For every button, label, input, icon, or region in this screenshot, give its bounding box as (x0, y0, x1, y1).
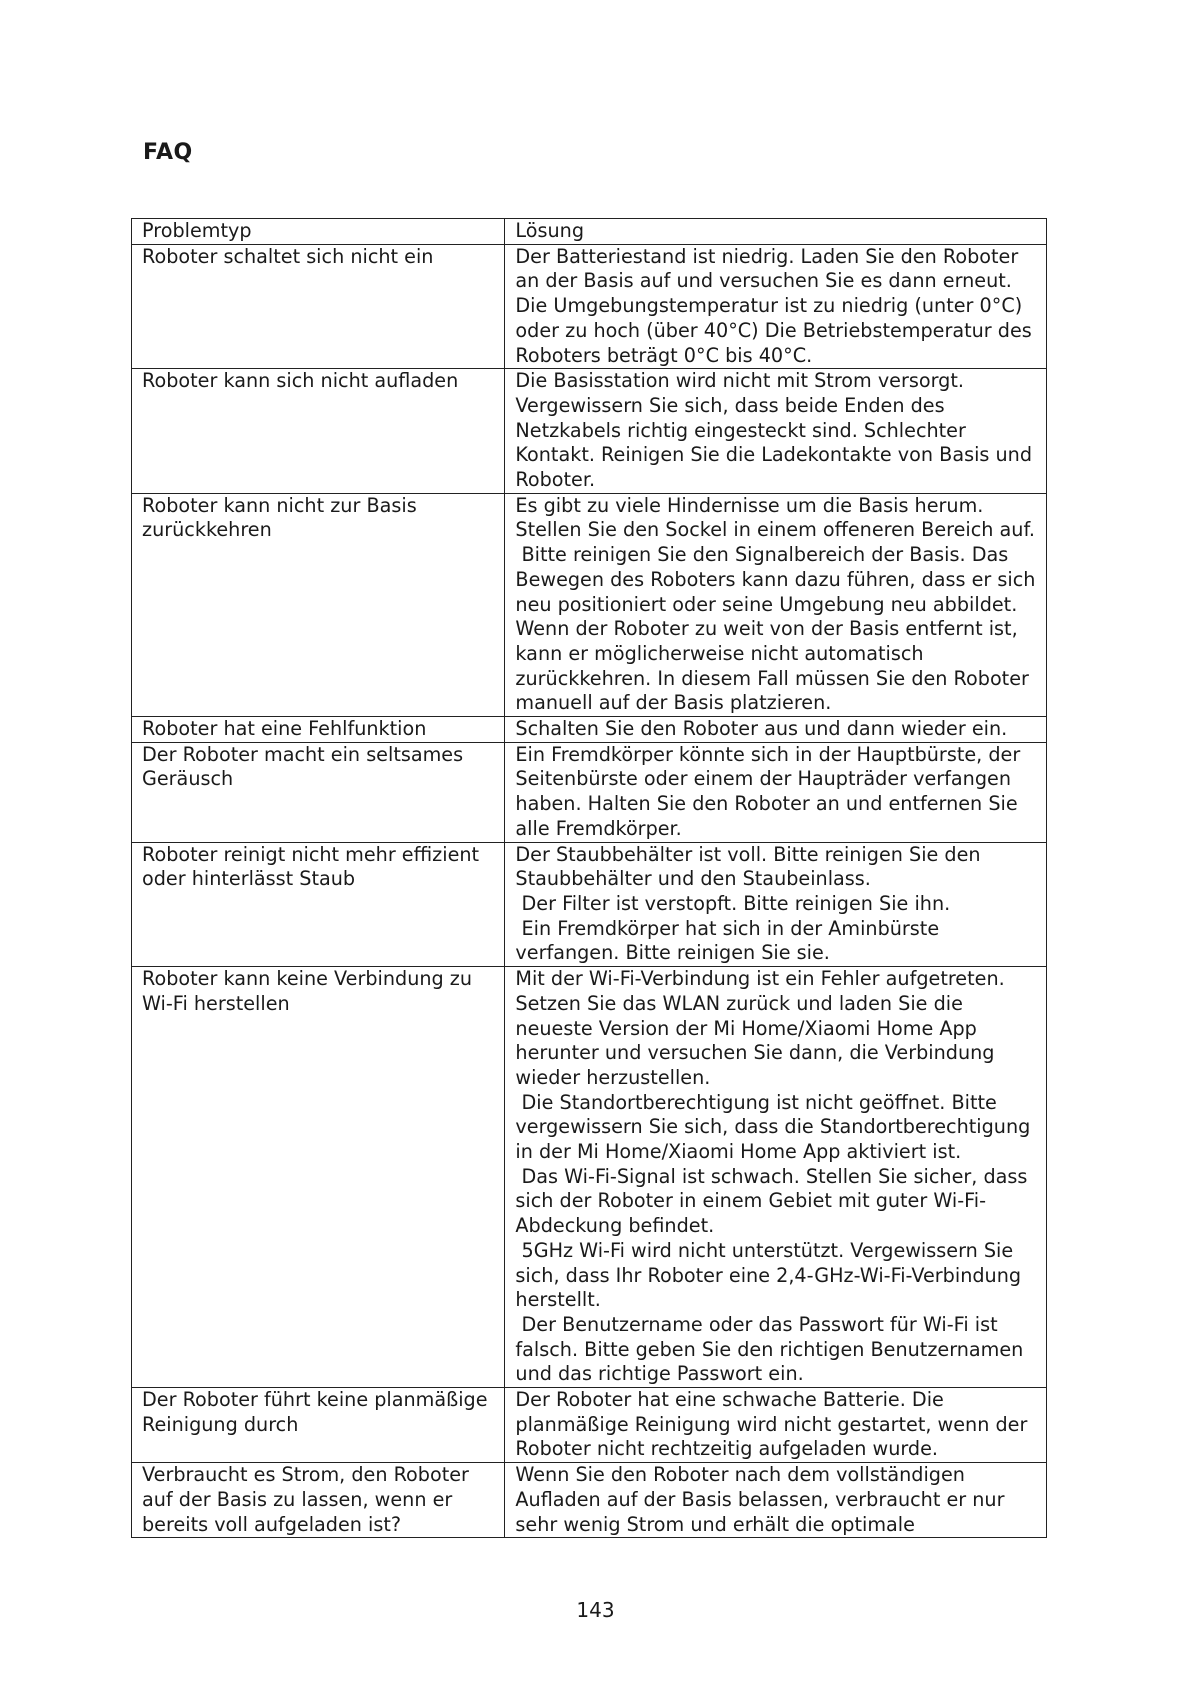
solution-cell (505, 1388, 1047, 1463)
solution-line: vergewissern Sie sich, dass die Standortberechtigung (515, 1115, 1031, 1139)
solution-line: 5GHz Wi-Fi wird nicht unterstützt. Vergewissern Sie (515, 1238, 1014, 1262)
problem-cell (132, 967, 505, 1388)
solution-line: neu positioniert oder seine Umgebung neu abbildet. (515, 592, 1018, 616)
solution-line: Der Batteriestand ist niedrig. Laden Sie den Roboter (515, 244, 1019, 268)
solution-line: Setzen Sie das WLAN zurück und laden Sie die (515, 991, 963, 1015)
problem-line: Geräusch (142, 767, 234, 791)
solution-line: Netzkabels richtig eingesteckt sind. Schlechter (515, 418, 966, 442)
table-row (132, 742, 1047, 842)
solution-line: Die Basisstation wird nicht mit Strom versorgt. (515, 369, 964, 393)
problem-line: Der Roboter führt keine planmäßige (142, 1388, 488, 1412)
solution-line: Das Wi-Fi-Signal ist schwach. Stellen Sie sicher, dass (515, 1164, 1028, 1188)
solution-line: Abdeckung befindet. (515, 1214, 715, 1238)
solution-line: Ein Fremdkörper hat sich in der Aminbürste (515, 916, 940, 940)
problem-line: auf der Basis zu lassen, wenn er (142, 1487, 453, 1511)
solution-line: in der Mi Home/Xiaomi Home App aktiviert ist. (515, 1140, 962, 1164)
solution-line: sich, dass Ihr Roboter eine 2,4-GHz-Wi-Fi-Verbindung (515, 1263, 1022, 1287)
problem-line: bereits voll aufgeladen ist? (142, 1512, 402, 1536)
solution-cell (505, 742, 1047, 842)
page-title: FAQ (143, 140, 193, 165)
solution-line: wieder herzustellen. (515, 1065, 711, 1089)
solution-line: Die Umgebungstemperatur ist zu niedrig (unter 0°C) (515, 294, 1023, 318)
solution-line: manuell auf der Basis platzieren. (515, 691, 832, 715)
problem-cell (132, 493, 505, 716)
problem-line: zurückkehren (142, 518, 272, 542)
solution-line: Staubbehälter und den Staubeinlass. (515, 867, 871, 891)
table-row (132, 717, 1047, 743)
solution-line: und das richtige Passwort ein. (515, 1362, 804, 1386)
table-row (132, 244, 1047, 369)
problem-cell (132, 244, 505, 369)
solution-line: Roboter. (515, 468, 596, 492)
solution-cell (505, 244, 1047, 369)
table-row (132, 1463, 1047, 1538)
problem-line: Roboter hat eine Fehlfunktion (142, 717, 427, 741)
table-row (132, 493, 1047, 716)
problem-line: Wi-Fi herstellen (142, 991, 290, 1015)
solution-line: Schalten Sie den Roboter aus und dann wieder ein. (515, 717, 1008, 741)
solution-cell (505, 967, 1047, 1388)
solution-line: Die Standortberechtigung ist nicht geöffnet. Bitte (515, 1090, 997, 1114)
solution-line: an der Basis auf und versuchen Sie es dann erneut. (515, 269, 1012, 293)
solution-line: alle Fremdkörper. (515, 816, 682, 840)
solution-line: falsch. Bitte geben Sie den richtigen Benutzernamen (515, 1337, 1024, 1361)
problem-line: Verbraucht es Strom, den Roboter (142, 1463, 469, 1487)
solution-line: sich der Roboter in einem Gebiet mit guter Wi-Fi- (515, 1189, 987, 1213)
header-problem: Problemtyp (132, 219, 505, 245)
header-solution: Lösung (505, 219, 1047, 245)
problem-cell (132, 742, 505, 842)
solution-cell (505, 717, 1047, 743)
solution-cell (505, 1463, 1047, 1538)
solution-line: Vergewissern Sie sich, dass beide Enden des (515, 393, 945, 417)
problem-line: Der Roboter macht ein seltsames (142, 742, 464, 766)
solution-line: Roboter nicht rechtzeitig aufgeladen wurde. (515, 1437, 938, 1461)
table-header-row (132, 219, 1047, 245)
problem-line: Roboter schaltet sich nicht ein (142, 244, 434, 268)
problem-cell (132, 717, 505, 743)
solution-line: neueste Version der Mi Home/Xiaomi Home App (515, 1016, 977, 1040)
solution-line: Mit der Wi-Fi-Verbindung ist ein Fehler aufgetreten. (515, 967, 1005, 991)
table-row (132, 1388, 1047, 1463)
solution-cell (505, 493, 1047, 716)
solution-line: Es gibt zu viele Hindernisse um die Basis herum. (515, 493, 984, 517)
solution-line: haben. Halten Sie den Roboter an und entfernen Sie (515, 792, 1018, 816)
problem-cell (132, 1388, 505, 1463)
table-row (132, 967, 1047, 1388)
solution-line: Roboters beträgt 0°C bis 40°C. (515, 343, 813, 367)
solution-line: oder zu hoch (über 40°C) Die Betriebstemperatur des (515, 318, 1032, 342)
faq-table-body (132, 219, 1047, 1538)
problem-line: oder hinterlässt Staub (142, 867, 356, 891)
solution-line: Ein Fremdkörper könnte sich in der Hauptbürste, der (515, 742, 1021, 766)
problem-line: Roboter kann keine Verbindung zu (142, 967, 473, 991)
solution-line: kann er möglicherweise nicht automatisch (515, 641, 924, 665)
solution-line: Der Filter ist verstopft. Bitte reinigen Sie ihn. (515, 891, 951, 915)
solution-line: herunter und versuchen Sie dann, die Verbindung (515, 1041, 995, 1065)
solution-line: sehr wenig Strom und erhält die optimale (515, 1512, 915, 1536)
faq-table (131, 218, 1047, 1538)
solution-line: verfangen. Bitte reinigen Sie sie. (515, 941, 830, 965)
solution-line: Bewegen des Roboters kann dazu führen, dass er sich (515, 567, 1036, 591)
problem-cell (132, 1463, 505, 1538)
solution-cell (505, 369, 1047, 494)
problem-line: Roboter kann sich nicht aufladen (142, 369, 459, 393)
table-row (132, 369, 1047, 494)
problem-line: Roboter reinigt nicht mehr effizient (142, 842, 480, 866)
solution-line: Bitte reinigen Sie den Signalbereich der Basis. Das (515, 543, 1009, 567)
page-number: 143 (576, 1598, 615, 1622)
solution-line: Wenn der Roboter zu weit von der Basis entfernt ist, (515, 617, 1018, 641)
solution-line: Seitenbürste oder einem der Haupträder verfangen (515, 767, 1011, 791)
solution-line: Der Staubbehälter ist voll. Bitte reinigen Sie den (515, 842, 981, 866)
solution-line: herstellt. (515, 1288, 601, 1312)
solution-line: Der Roboter hat eine schwache Batterie. Die (515, 1388, 944, 1412)
solution-line: Stellen Sie den Sockel in einem offeneren Bereich auf. (515, 518, 1035, 542)
solution-line: Wenn Sie den Roboter nach dem vollständigen (515, 1463, 965, 1487)
problem-line: Reinigung durch (142, 1412, 299, 1436)
solution-line: zurückkehren. In diesem Fall müssen Sie den Roboter (515, 666, 1029, 690)
table-row (132, 842, 1047, 967)
solution-line: Aufladen auf der Basis belassen, verbraucht er nur (515, 1487, 1005, 1511)
problem-line: Roboter kann nicht zur Basis (142, 493, 417, 517)
solution-line: Kontakt. Reinigen Sie die Ladekontakte von Basis und (515, 443, 1032, 467)
problem-cell (132, 369, 505, 494)
solution-line: Der Benutzername oder das Passwort für Wi-Fi ist (515, 1312, 998, 1336)
solution-line: planmäßige Reinigung wird nicht gestartet, wenn der (515, 1412, 1028, 1436)
problem-cell (132, 842, 505, 967)
solution-cell (505, 842, 1047, 967)
